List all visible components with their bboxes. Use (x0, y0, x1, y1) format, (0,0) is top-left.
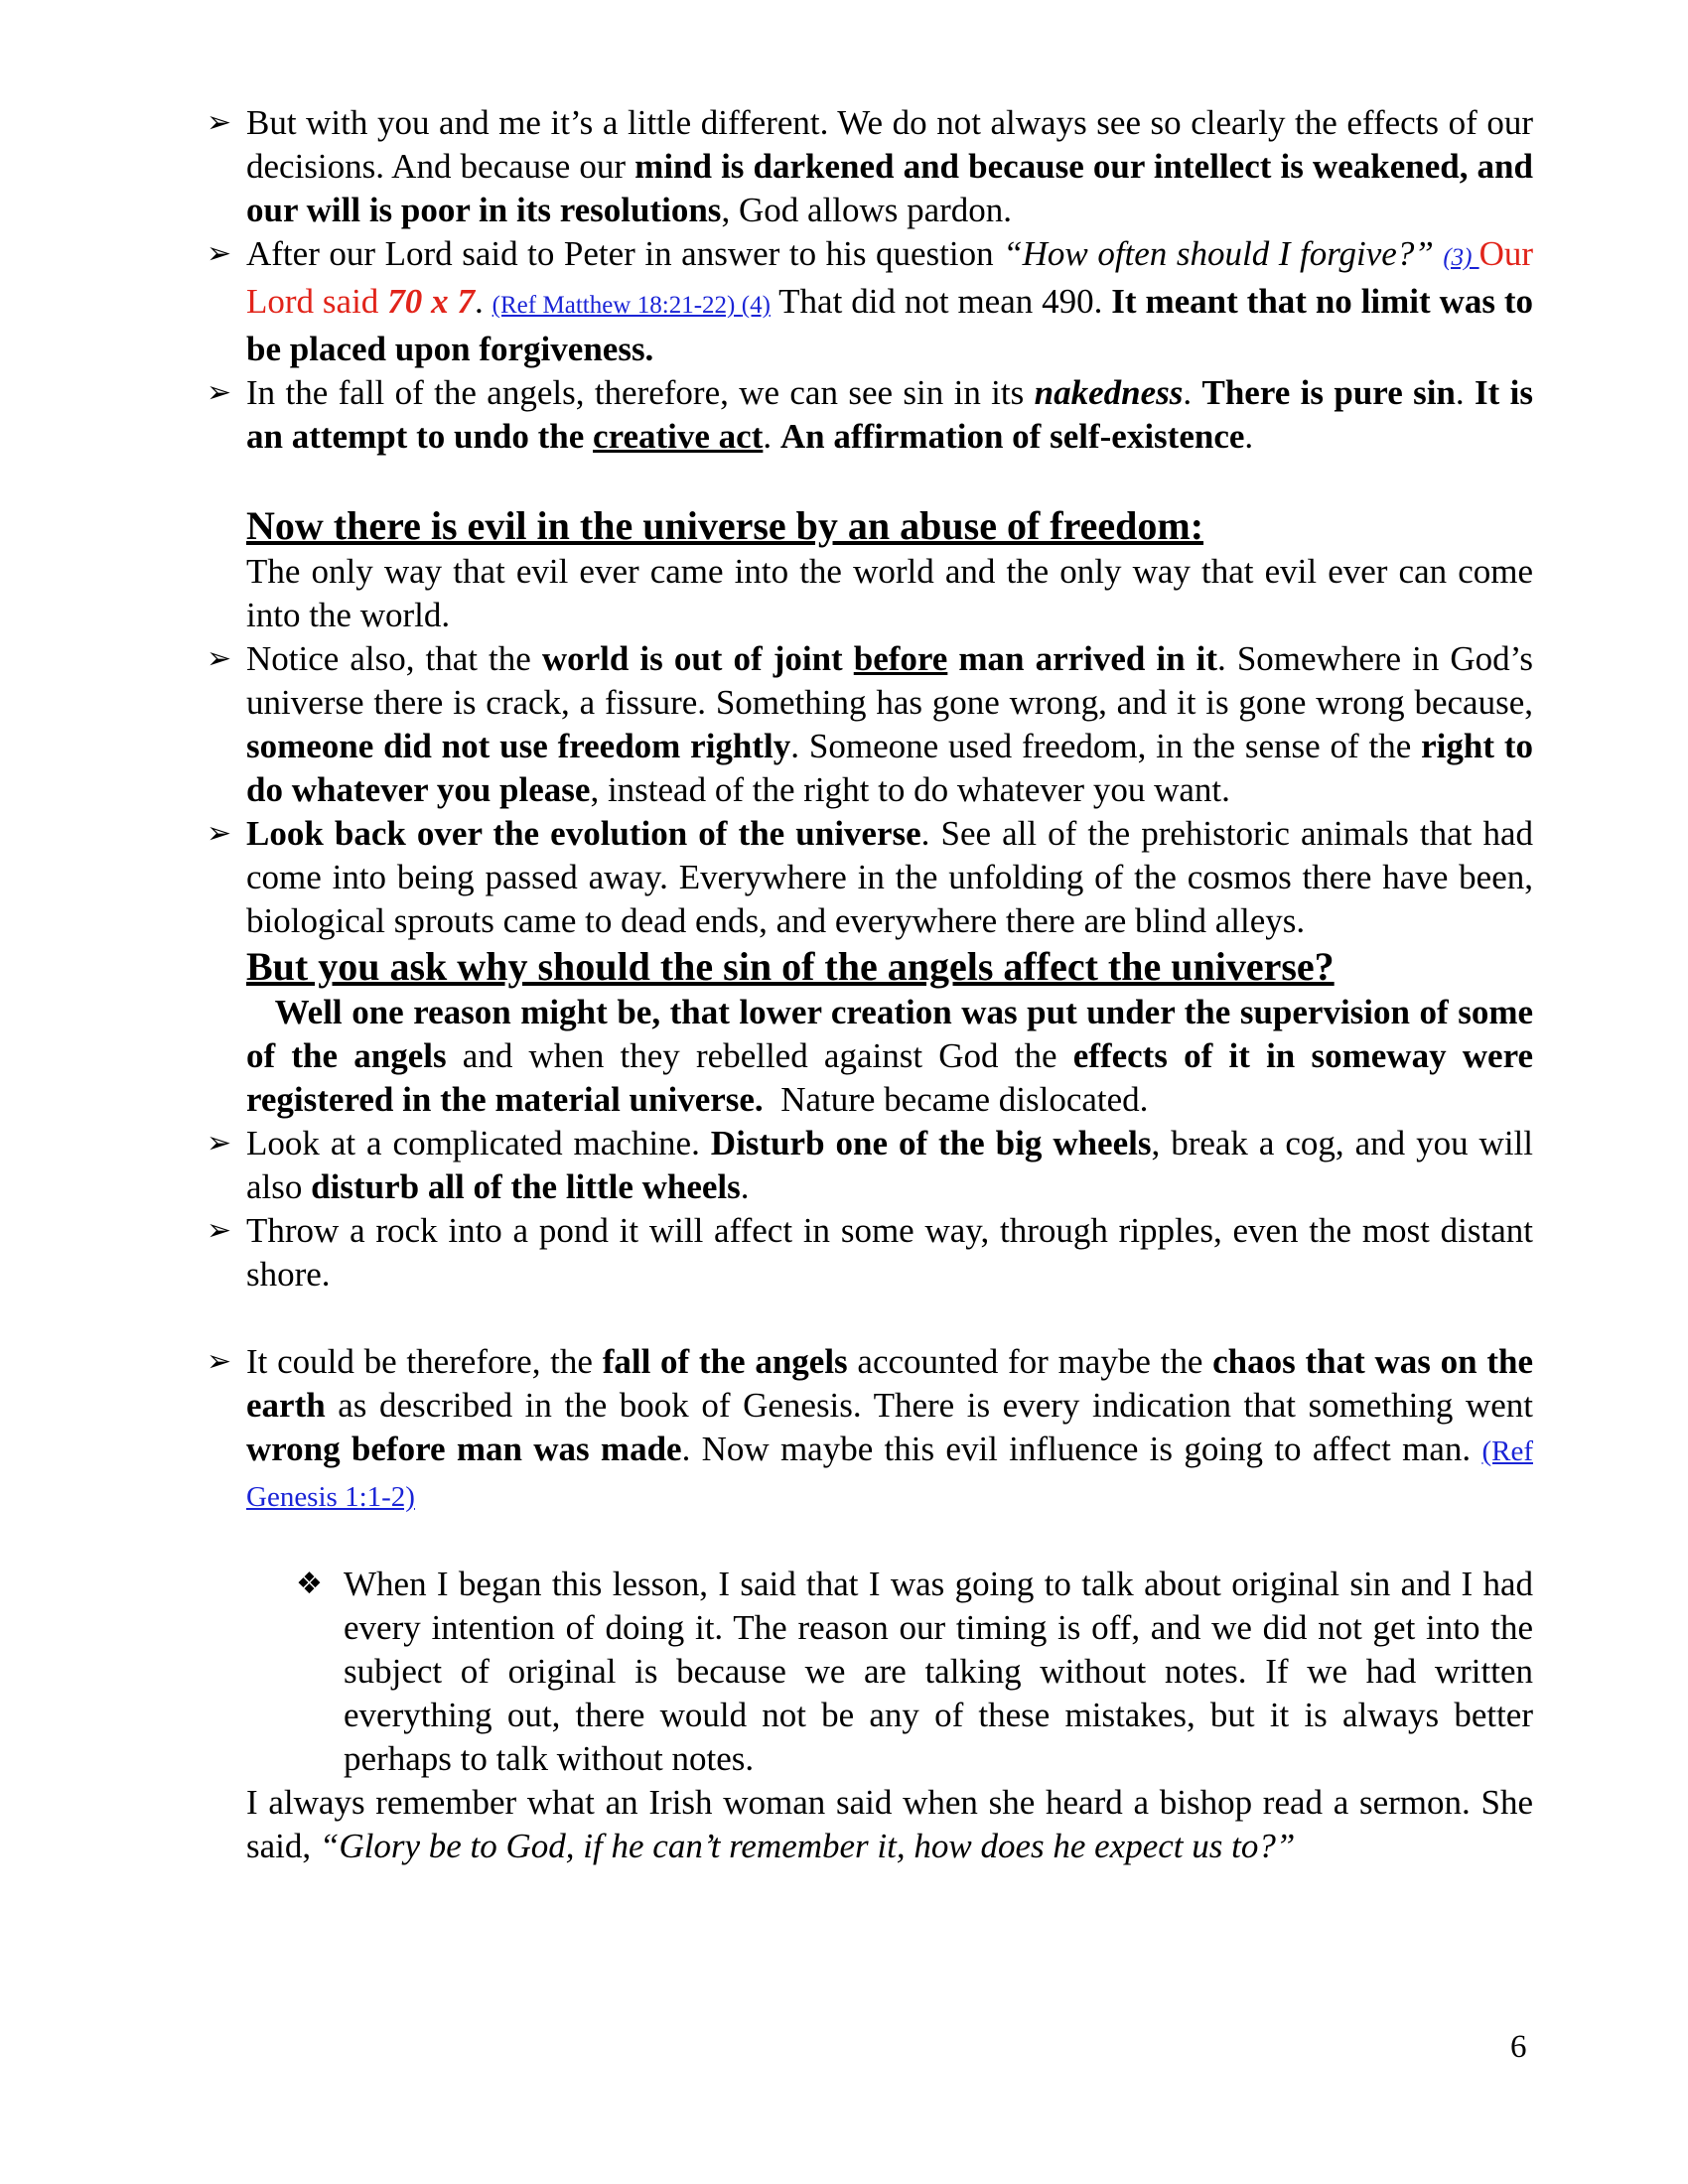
reference-link-genesis[interactable]: (Ref Genesis 1:1-2) (246, 1435, 1533, 1513)
footnote-link-4[interactable]: (4) (741, 292, 771, 319)
section-heading-evil-freedom: Now there is evil in the universe by an abuse of freedom: (246, 503, 1204, 548)
bullet-paragraph-evolution: ➢ Look back over the evolution of the universe. See all of the prehistoric animals that had come into being passed away. Everywhere in the unfolding of the cosmos there have been, biological sprouts came to dead ends, and everywhere there are blind alleys. (207, 814, 1533, 940)
arrow-bullet-icon: ➢ (207, 1213, 232, 1248)
page-number: 6 (1510, 2029, 1527, 2065)
arrow-bullet-icon: ➢ (207, 816, 232, 851)
paragraph-lower-creation: Well one reason might be, that lower creation was put under the supervision of some of the angels and when they rebelled against God the effects of it in someway were registered in the material universe. Nature became dislocated. (246, 993, 1542, 1119)
bullet-paragraph-forgiveness: ➢ After our Lord said to Peter in answer to his question “How often should I forgive?” (3) Our Lord said 70 x 7. (Ref Matthew 18:21-22) (4) That did not mean 490. It meant that no limit was to be placed upon forgiveness. (207, 234, 1534, 368)
bullet-paragraph-pond: ➢ Throw a rock into a pond it will affect in some way, through ripples, even the most distant shore. (207, 1211, 1533, 1294)
paragraph-evil-entry: The only way that evil ever came into the world and the only way that evil ever can come into the world. (246, 552, 1533, 634)
page-content (207, 101, 1542, 1868)
arrow-bullet-icon: ➢ (207, 1126, 232, 1160)
bullet-paragraph-genesis: ➢ It could be therefore, the fall of the angels accounted for maybe the chaos that was on the earth as described in the book of Genesis. There is every indication that something went wrong before man was made. Now maybe this evil influence is going to affect man. (Ref Genesis 1:1-2) (207, 1342, 1533, 1513)
paragraph-irish-woman: I always remember what an Irish woman said when she heard a bishop read a sermon. She said, “Glory be to God, if he can’t remember it, how does he expect us to?” (246, 1783, 1533, 1865)
section-heading-sin-of-angels: But you ask why should the sin of the angels affect the universe? (246, 944, 1335, 989)
arrow-bullet-icon: ➢ (207, 105, 232, 140)
bullet-paragraph-machine: ➢ Look at a complicated machine. Disturb one of the big wheels, break a cog, and you will also disturb all of the little wheels. (207, 1124, 1533, 1206)
arrow-bullet-icon: ➢ (207, 641, 232, 676)
bullet-paragraph-pardon: ➢ But with you and me it’s a little different. We do not always see so clearly the effects of our decisions. And because our mind is darkened and because our intellect is weakened, and our will is poor in its resolutions, God allows pardon. (207, 103, 1533, 229)
arrow-bullet-icon: ➢ (207, 1344, 232, 1379)
seventy-times-seven: 70 x 7 (387, 282, 476, 321)
arrow-bullet-icon: ➢ (207, 236, 232, 271)
diamond-bullet-icon: ❖ (296, 1567, 323, 1601)
reference-link-matthew[interactable]: (Ref Matthew 18:21-22) (492, 292, 742, 319)
footnote-link-3[interactable]: (3) (1443, 244, 1479, 271)
bullet-paragraph-fall-of-angels: ➢ In the fall of the angels, therefore, we can see sin in its nakedness. There is pure sin. It is an attempt to undo the creative act. An affirmation of self-existence. (207, 373, 1534, 456)
arrow-bullet-icon: ➢ (207, 375, 232, 410)
bullet-paragraph-world-out-of-joint: ➢ Notice also, that the world is out of joint before man arrived in it. Somewhere in God’s universe there is crack, a fissure. Something has gone wrong, and it is gone wrong because, someone did not use freedom rightly. Someone used freedom, in the sense of the right to do whatever you please, instead of the right to do whatever you want. (207, 639, 1533, 809)
sub-bullet-paragraph-lesson: ❖ When I began this lesson, I said that I was going to talk about original sin and I had every intention of doing it. The reason our timing is off, and we did not get into the subject of original is because we are talking without notes. If we had written everything out, there would not be any of these mistakes, but it is always better perhaps to talk without notes. (296, 1565, 1533, 1778)
